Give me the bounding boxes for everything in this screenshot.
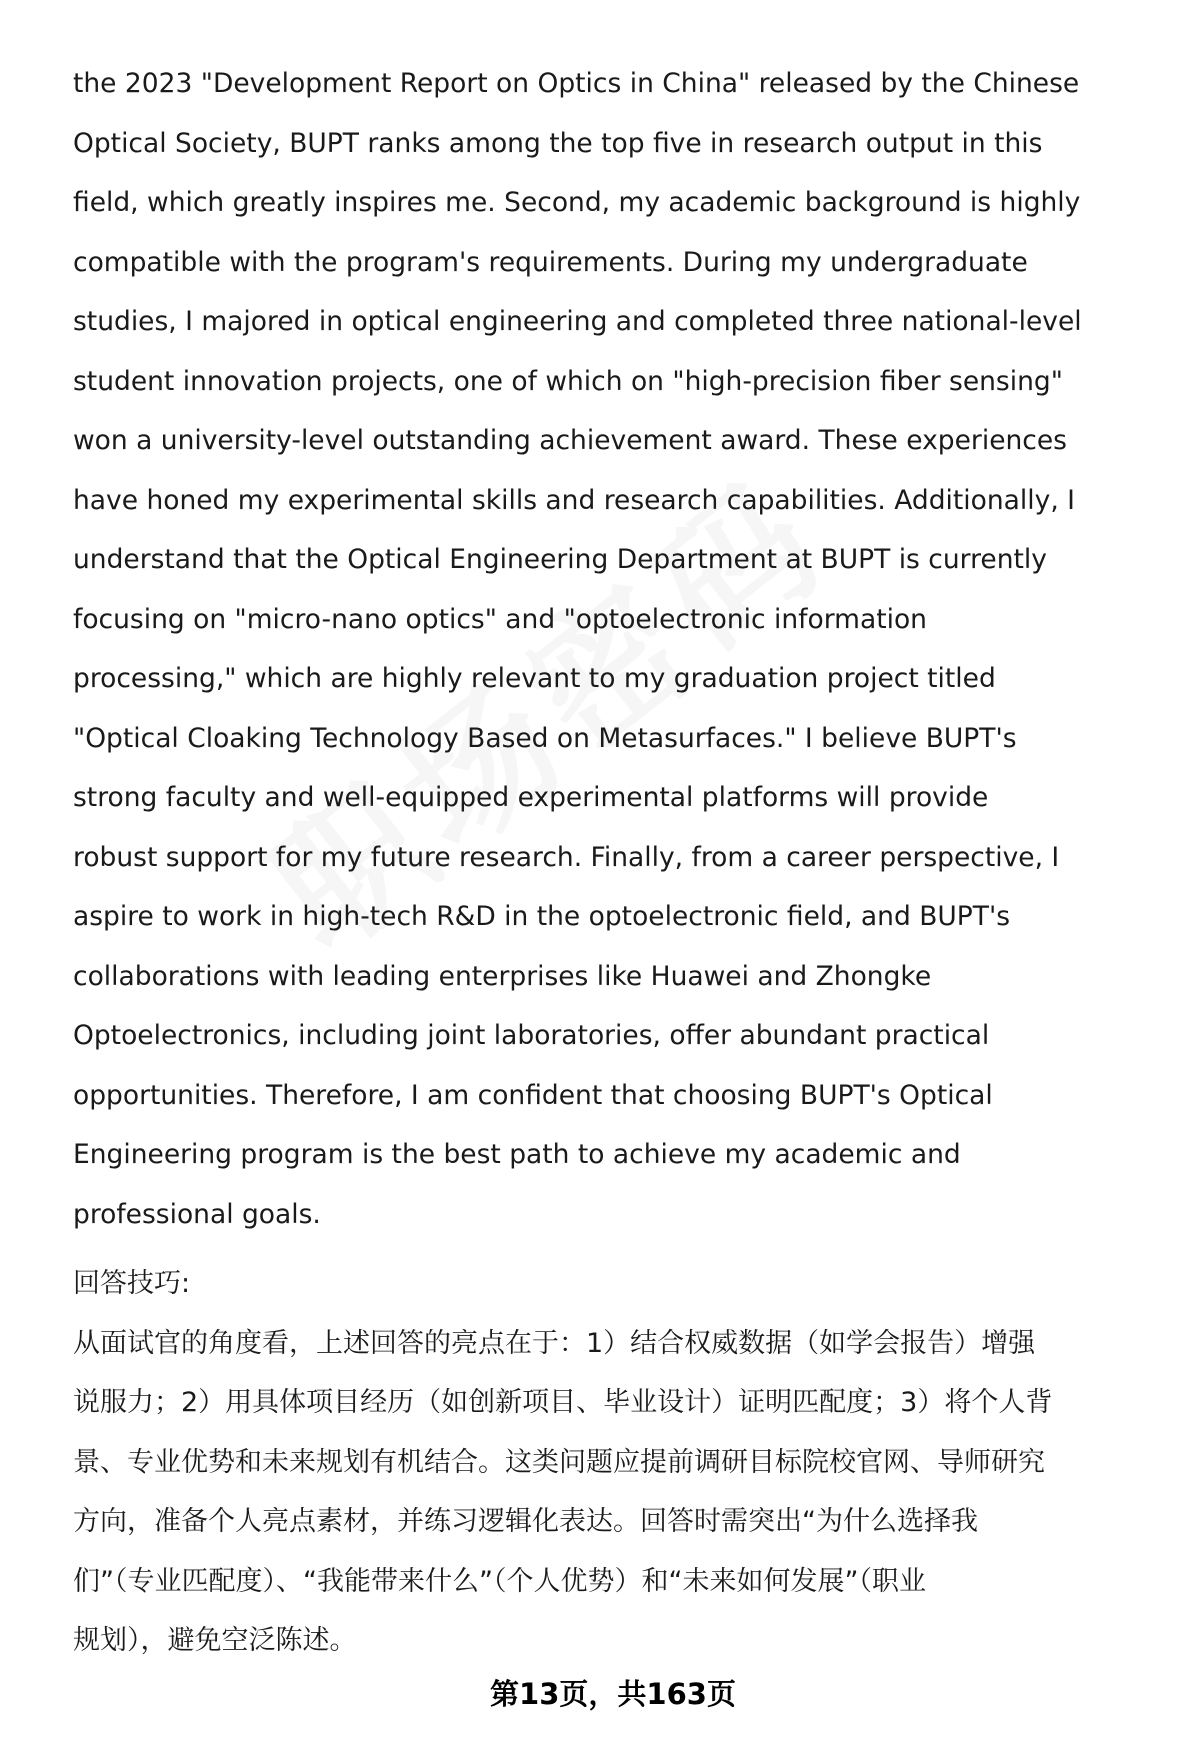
answer-line: opportunities. Therefore, I am confident that choosing BUPT's Optical bbox=[73, 1079, 993, 1111]
tips-line: 景、专业优势和未来规划有机结合。这类问题应提前调研目标院校官网、导师研究 bbox=[73, 1446, 1045, 1478]
answer-line: understand that the Optical Engineering Department at BUPT is currently bbox=[73, 544, 1047, 575]
tips-line: 方向，准备个人亮点素材，并练习逻辑化表达。回答时需突出“为什么选择我 bbox=[73, 1506, 978, 1537]
answer-line: the 2023 "Development Report on Optics in China" released by the Chinese bbox=[73, 68, 1080, 99]
answer-line: collaborations with leading enterprises like Huawei and Zhongke bbox=[73, 960, 932, 992]
answer-paragraph bbox=[73, 54, 1163, 1244]
tips-heading: 回答技巧: bbox=[73, 1268, 191, 1299]
answer-line: field, which greatly inspires me. Second, my academic background is highly bbox=[73, 187, 1081, 218]
answer-line: Optical Society, BUPT ranks among the top five in research output in this bbox=[73, 127, 1043, 159]
answer-line: processing," which are highly relevant to my graduation project titled bbox=[73, 663, 996, 694]
tips-line: 说服力；2）用具体项目经历（如创新项目、毕业设计）证明匹配度；3）将个人背 bbox=[73, 1387, 1053, 1418]
page-content bbox=[73, 54, 1163, 1671]
answer-line: Engineering program is the best path to achieve my academic and bbox=[73, 1139, 961, 1170]
answer-line: robust support for my future research. Finally, from a career perspective, I bbox=[73, 841, 1060, 873]
tips-line: 们”（专业匹配度）、“我能带来什么”（个人优势）和“未来如何发展”（职业 bbox=[73, 1565, 926, 1597]
answer-line: won a university-level outstanding achievement award. These experiences bbox=[73, 425, 1067, 456]
page-number: 第13页，共163页 bbox=[490, 1677, 736, 1711]
tips-line: 规划），避免空泛陈述。 bbox=[73, 1625, 357, 1656]
answer-line: professional goals. bbox=[73, 1198, 321, 1230]
answer-line: "Optical Cloaking Technology Based on Metasurfaces." I believe BUPT's bbox=[73, 722, 1017, 754]
answer-line: studies, I majored in optical engineering and completed three national-level bbox=[73, 306, 1082, 337]
answer-line: compatible with the program's requirements. During my undergraduate bbox=[73, 246, 1028, 278]
answer-line: Optoelectronics, including joint laboratories, offer abundant practical bbox=[73, 1020, 990, 1051]
answer-line: aspire to work in high-tech R&D in the optoelectronic field, and BUPT's bbox=[73, 901, 1011, 932]
answer-line: student innovation projects, one of which on "high-precision fiber sensing" bbox=[73, 365, 1063, 397]
tips-paragraph bbox=[73, 1314, 1163, 1671]
tips-line: 从面试官的角度看，上述回答的亮点在于：1）结合权威数据（如学会报告）增强 bbox=[73, 1327, 1036, 1359]
answer-line: focusing on "micro-nano optics" and "optoelectronic information bbox=[73, 603, 927, 635]
answer-line: have honed my experimental skills and research capabilities. Additionally, I bbox=[73, 484, 1075, 516]
answer-line: strong faculty and well-equipped experimental platforms will provide bbox=[73, 782, 989, 813]
